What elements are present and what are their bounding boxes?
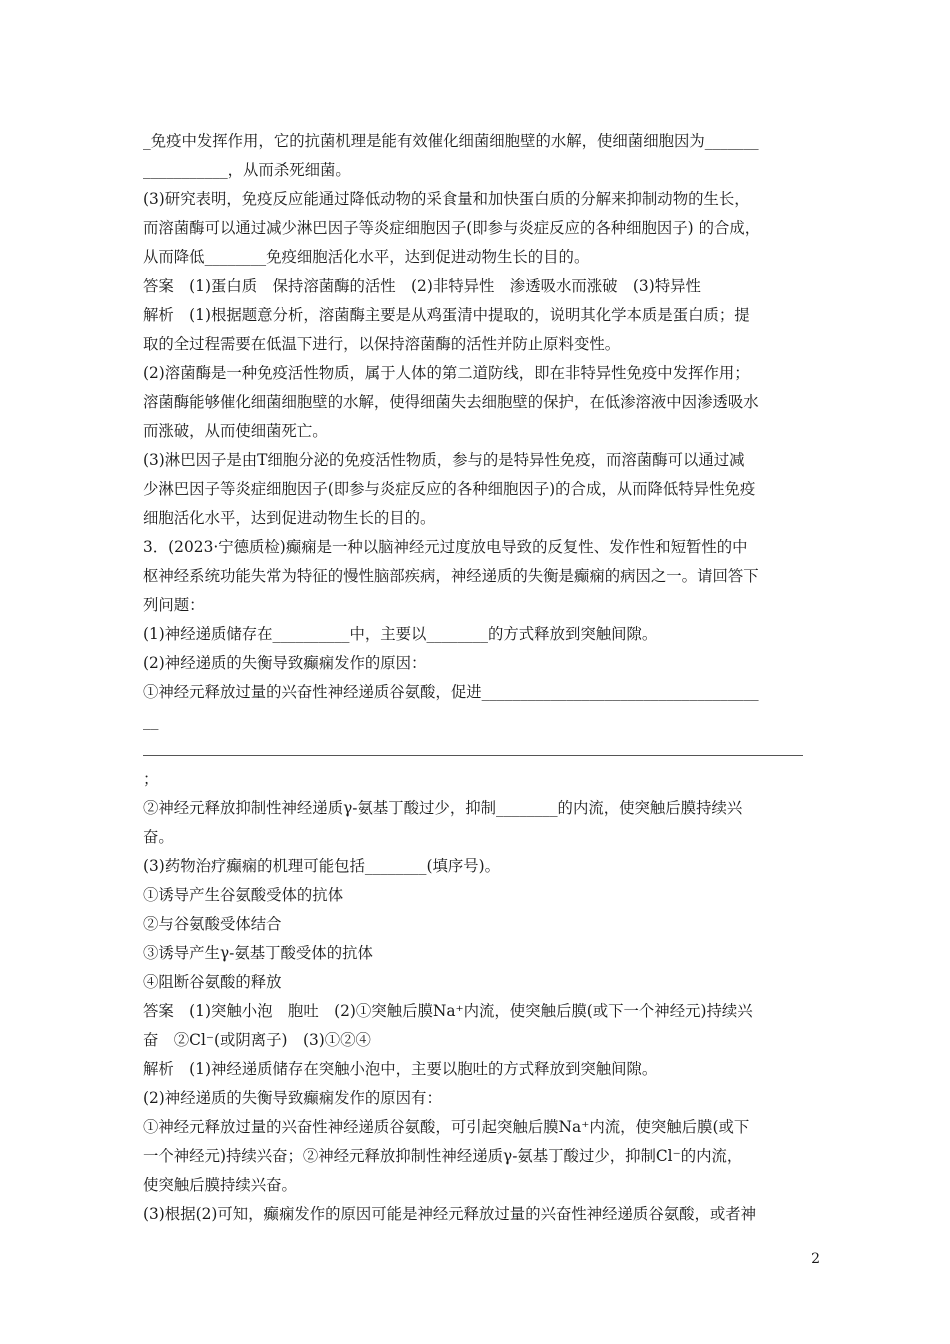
text-line: _免疫中发挥作用，它的抗菌机理是能有效催化细菌细胞壁的水解，使细菌细胞因为_______ bbox=[143, 132, 759, 150]
text-line: 使突触后膜持续兴奋。 bbox=[143, 1176, 297, 1194]
text-line: 枢神经系统功能失常为特征的慢性脑部疾病，神经递质的失衡是癫痫的病因之一。请回答下 bbox=[143, 567, 759, 585]
blank-rule bbox=[143, 755, 803, 756]
analysis-line: 解析 (1)神经递质储存在突触小泡中，主要以胞吐的方式释放到突触间隙。 bbox=[143, 1060, 658, 1078]
option-line: ②与谷氨酸受体结合 bbox=[143, 915, 282, 933]
text-line: (2)神经递质的失衡导致癫痫发作的原因有： bbox=[143, 1089, 442, 1107]
text-line: 溶菌酶能够催化细菌细胞壁的水解，使得细菌失去细胞壁的保护，在低渗溶液中因渗透吸水 bbox=[143, 393, 759, 411]
text-line: 一个神经元)持续兴奋；②神经元释放抑制性神经递质γ-氨基丁酸过少，抑制Cl⁻的内流， bbox=[143, 1147, 743, 1165]
text-line: ①神经元释放过量的兴奋性神经递质谷氨酸，促进____________________________________ bbox=[143, 683, 759, 701]
page-content bbox=[143, 127, 815, 1229]
text-line: 从而降低________免疫细胞活化水平，达到促进动物生长的目的。 bbox=[143, 248, 590, 266]
text-line: 列问题： bbox=[143, 596, 205, 614]
text-line: ___________，从而杀死细菌。 bbox=[143, 161, 351, 179]
analysis-line: 解析 (1)根据题意分析，溶菌酶主要是从鸡蛋清中提取的，说明其化学本质是蛋白质；提 bbox=[143, 306, 750, 324]
text-line: (2)神经递质的失衡导致癫痫发作的原因： bbox=[143, 654, 427, 672]
option-line: ①诱导产生谷氨酸受体的抗体 bbox=[143, 886, 344, 904]
text-line: 而溶菌酶可以通过减少淋巴因子等炎症细胞因子(即参与炎症反应的各种细胞因子) 的合成， bbox=[143, 219, 761, 237]
answer-line: 答案 (1)蛋白质 保持溶菌酶的活性 (2)非特异性 渗透吸水而涨破 (3)特异性 bbox=[143, 277, 701, 295]
text-line: 奋 ②Cl⁻(或阴离子) (3)①②④ bbox=[143, 1031, 371, 1049]
answer-blank-line bbox=[143, 736, 815, 765]
text-line: (3)根据(2)可知，癫痫发作的原因可能是神经元释放过量的兴奋性神经递质谷氨酸，或者神 bbox=[143, 1205, 757, 1223]
option-line: ④阻断谷氨酸的释放 bbox=[143, 973, 282, 991]
text-line: (2)溶菌酶是一种免疫活性物质，属于人体的第二道防线，即在非特异性免疫中发挥作用； bbox=[143, 364, 750, 382]
text-line: 取的全过程需要在低温下进行，以保持溶菌酶的活性并防止原料变性。 bbox=[143, 335, 621, 353]
text-line: ②神经元释放抑制性神经递质γ-氨基丁酸过少，抑制________的内流，使突触后膜持续兴 bbox=[143, 799, 743, 817]
text-line: 而涨破，从而使细菌死亡。 bbox=[143, 422, 328, 440]
answer-line: 答案 (1)突触小泡 胞吐 (2)①突触后膜Na⁺内流，使突触后膜(或下一个神经元)持续兴 bbox=[143, 1002, 753, 1020]
question-line: 3．(2023·宁德质检)癫痫是一种以脑神经元过度放电导致的反复性、发作性和短暂性的中 bbox=[143, 538, 748, 556]
page-number: 2 bbox=[811, 1251, 820, 1267]
text-line: (3)研究表明，免疫反应能通过降低动物的采食量和加快蛋白质的分解来抑制动物的生长， bbox=[143, 190, 750, 208]
text-line: 少淋巴因子等炎症细胞因子(即参与炎症反应的各种细胞因子)的合成，从而降低特异性免疫 bbox=[143, 480, 756, 498]
text-line: ①神经元释放过量的兴奋性神经递质谷氨酸，可引起突触后膜Na⁺内流，使突触后膜(或下 bbox=[143, 1118, 750, 1136]
text-line: 细胞活化水平，达到促进动物生长的目的。 bbox=[143, 509, 436, 527]
option-line: ③诱导产生γ-氨基丁酸受体的抗体 bbox=[143, 944, 373, 962]
text-line: (3)淋巴因子是由T细胞分泌的免疫活性物质，参与的是特异性免疫，而溶菌酶可以通过减 bbox=[143, 451, 745, 469]
text-line: __ bbox=[143, 712, 159, 730]
text-line: ； bbox=[143, 770, 159, 788]
text-line: (1)神经递质储存在__________中，主要以________的方式释放到突触间隙。 bbox=[143, 625, 658, 643]
text-line: (3)药物治疗癫痫的机理可能包括________(填序号)。 bbox=[143, 857, 501, 875]
text-line: 奋。 bbox=[143, 828, 174, 846]
